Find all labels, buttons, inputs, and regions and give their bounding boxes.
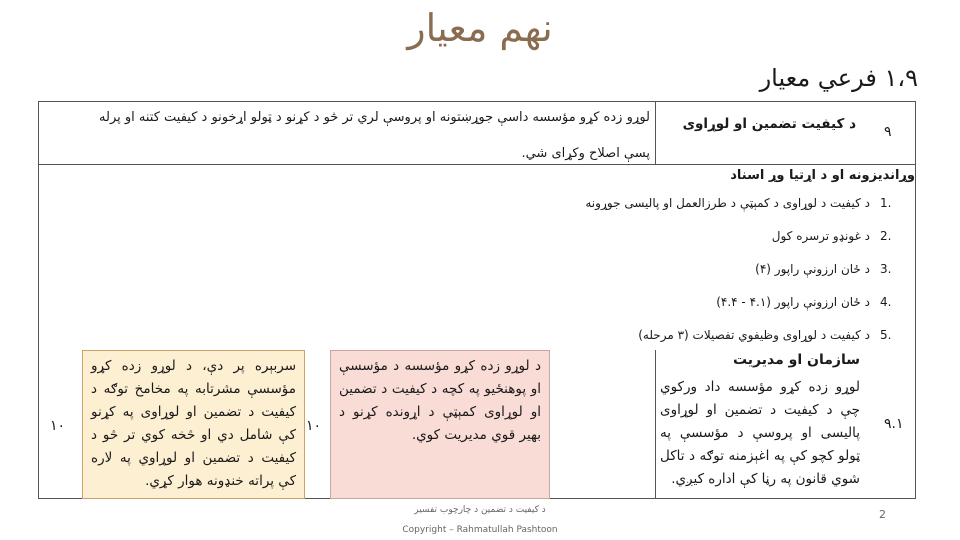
criterion-heading: سازمان او مدیریت	[732, 352, 860, 368]
list-item-number: 1.	[880, 196, 892, 210]
list-item	[500, 187, 900, 220]
score-label: ۱۰	[306, 418, 322, 434]
copyright-text: Copyright – Rahmatullah Pashtoon	[402, 525, 558, 535]
row-description-line: پسې اصلاح وکړای شي.	[521, 146, 650, 161]
score-label: ۱۰	[50, 418, 66, 434]
list-item-text: د غونډو ترسره کول	[771, 229, 870, 243]
col-divider	[655, 350, 656, 499]
criterion-number: ۹.۱	[884, 416, 904, 432]
list-item-text: د ځان ارزونې راپور (۴.۱ - ۴.۴)	[716, 295, 870, 309]
col-divider	[655, 101, 656, 164]
list-item	[500, 286, 900, 319]
row-heading: د کیفیت تضمین او لوړاوی	[682, 116, 856, 132]
documents-list	[500, 187, 900, 352]
list-item-number: 5.	[880, 328, 892, 342]
rating-box: سربېره پر دې، د لوړو زده کړو مؤسسې مشرتابه په مخامخ توګه د کیفیت د تضمین او لوړاوی په کړنو کې شامل دي او څخه کوي تر څو د کیفیت د تضمین او لوړاوي په لاره کې پراته خنډونه هوار کړي.	[82, 350, 305, 499]
rating-box: د لوړو زده کړو مؤسسه د مؤسسې او پوهنځیو په کچه د کیفیت د تضمین او لوړاوی کمېټې د اړونده کړنو د بهیر قوي مدیریت کوي.	[330, 350, 550, 499]
list-item-text: د کیفیت د لوړاوی د کمېټې د طرزالعمل او پالیسی جوړونه	[585, 196, 870, 210]
list-item-number: 3.	[880, 262, 892, 276]
list-item-number: 2.	[880, 229, 892, 243]
criterion-text: لوړو زده کړو مؤسسه داد ورکوي چې د کیفیت د تضمین او لوړاوی پالیسی او پروسې د مؤسسې په ټولو کچو کې په اغېزمنه توګه د تاکل شوي قانون په رڼا کې اداره کیږي.	[660, 379, 860, 487]
list-item	[500, 253, 900, 286]
footer-caption: د کیفیت د تضمین د چارچوب تفسیر	[414, 505, 546, 515]
row-description-line: لوړو زده کړو مؤسسه داسې جوړښتونه او پروسې لري تر څو د کړنو د ټولو اړخونو د کیفیت کتنه او پرله	[99, 110, 650, 125]
list-item-number: 4.	[880, 295, 892, 309]
documents-heading: وړاندیزونه او د اړتیا وړ اسناد	[730, 168, 915, 183]
page-number: 2	[879, 508, 886, 521]
list-item-text: د ځان ارزونې راپور (۴)	[755, 262, 870, 276]
row-number: ۹	[884, 124, 892, 140]
list-item	[500, 220, 900, 253]
sub-criterion-title: ۱،۹ فرعي معیار	[759, 64, 918, 92]
list-item	[500, 319, 900, 352]
list-item-text: د کیفیت د لوړاوی وظیفوي تفصیلات (۳ مرحله)	[638, 328, 870, 342]
page-title: نهم معیار	[407, 6, 553, 50]
